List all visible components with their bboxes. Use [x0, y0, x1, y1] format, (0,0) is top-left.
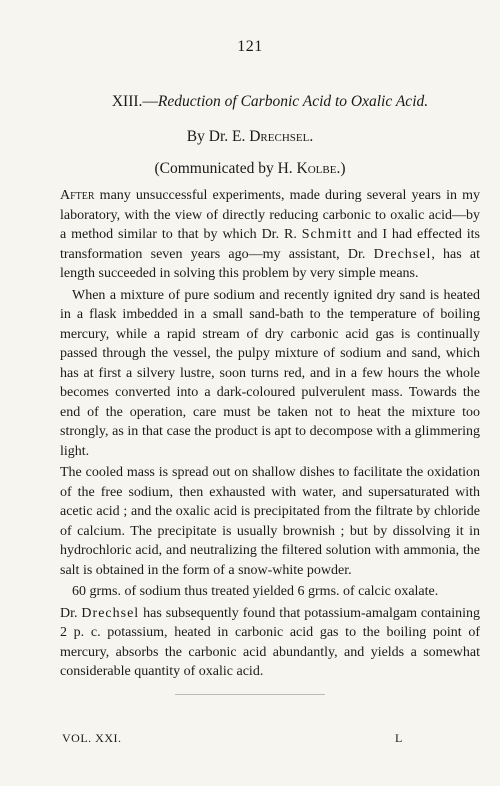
paragraph-1-c: , has at length succeeded in solving this problem by very simple means. — [60, 246, 481, 281]
article-body — [60, 186, 480, 684]
name-drechsel-2: Drechsel — [81, 605, 140, 621]
communicator-name: Kolbe — [296, 160, 337, 177]
section-rule — [175, 694, 325, 695]
communicated-suffix: .) — [336, 160, 346, 177]
signature-mark: L — [395, 731, 403, 745]
communicated-prefix: (Communicated by H. — [154, 160, 297, 177]
page-number: 121 — [237, 38, 263, 55]
author-line — [0, 128, 500, 146]
author-prefix: By Dr. E. — [186, 128, 250, 145]
title-number: XIII.— — [111, 93, 158, 110]
author-suffix: . — [309, 128, 314, 145]
title-text: Reduction of Carbonic Acid to Oxalic Acid. — [157, 93, 429, 110]
paragraph-5-post: has subsequently found that potassium-amalgam containing 2 p. c. potassium, heated in carbonic acid gas to the boiling point of mercury, absorbs the carbonic acid abundantly, and yields a somewhat considerable quantity of oxalic acid. — [60, 605, 480, 679]
author-name: Drechsel — [249, 128, 310, 145]
paragraph-3: The cooled mass is spread out on shallow dishes to facilitate the oxidation of the free sodium, then exhausted with water, and supersaturated with acetic acid ; and the oxalic acid is precipitated from the filtrate by chloride of calcium. The precipitate is usually brownish ; but by dissolving it in hydrochloric acid, and neutralizing the filtered solution with ammonia, the salt is obtained in the form of a snow-white powder. — [60, 465, 480, 578]
communicated-line — [0, 160, 500, 178]
paragraph-1-a: many unsuccessful experiments, made during several years in my laboratory, with the view of directly reducing carbonic to oxalic acid—by a method similar to that by which Dr. R. — [60, 188, 480, 242]
paragraph-5 — [60, 604, 480, 682]
paragraph-1-b: and I had effected its transformation seven years ago—my assistant, Dr. — [60, 227, 480, 262]
paragraph-1 — [60, 186, 480, 284]
name-schmitt: Schmitt — [301, 227, 353, 242]
article-title — [60, 93, 480, 111]
volume-label: VOL. XXI. — [62, 731, 122, 745]
paragraph-4: 60 grms. of sodium thus treated yielded 6 grms. of calcic oxalate. — [72, 584, 439, 599]
name-drechsel: Drechsel — [373, 246, 432, 262]
lead-word: After — [60, 188, 95, 203]
paragraph-2: When a mixture of pure sodium and recently ignited dry sand is heated in a flask imbedded in a small sand-bath to the temperature of boiling mercury, while a rapid stream of dry carbonic acid gas is continually passed through the vessel, the pulpy mixture of sodium and sand, which has at first a silvery lustre, soon turns red, and in a few hours the whole becomes converted into a dark-coloured pulverulent mass. Towards the end of the operation, care must be taken not to heat the mixture too strongly, as in that case the product is apt to decompose with a glimmering light. — [60, 287, 480, 459]
paragraph-5-pre: Dr. — [60, 605, 82, 621]
